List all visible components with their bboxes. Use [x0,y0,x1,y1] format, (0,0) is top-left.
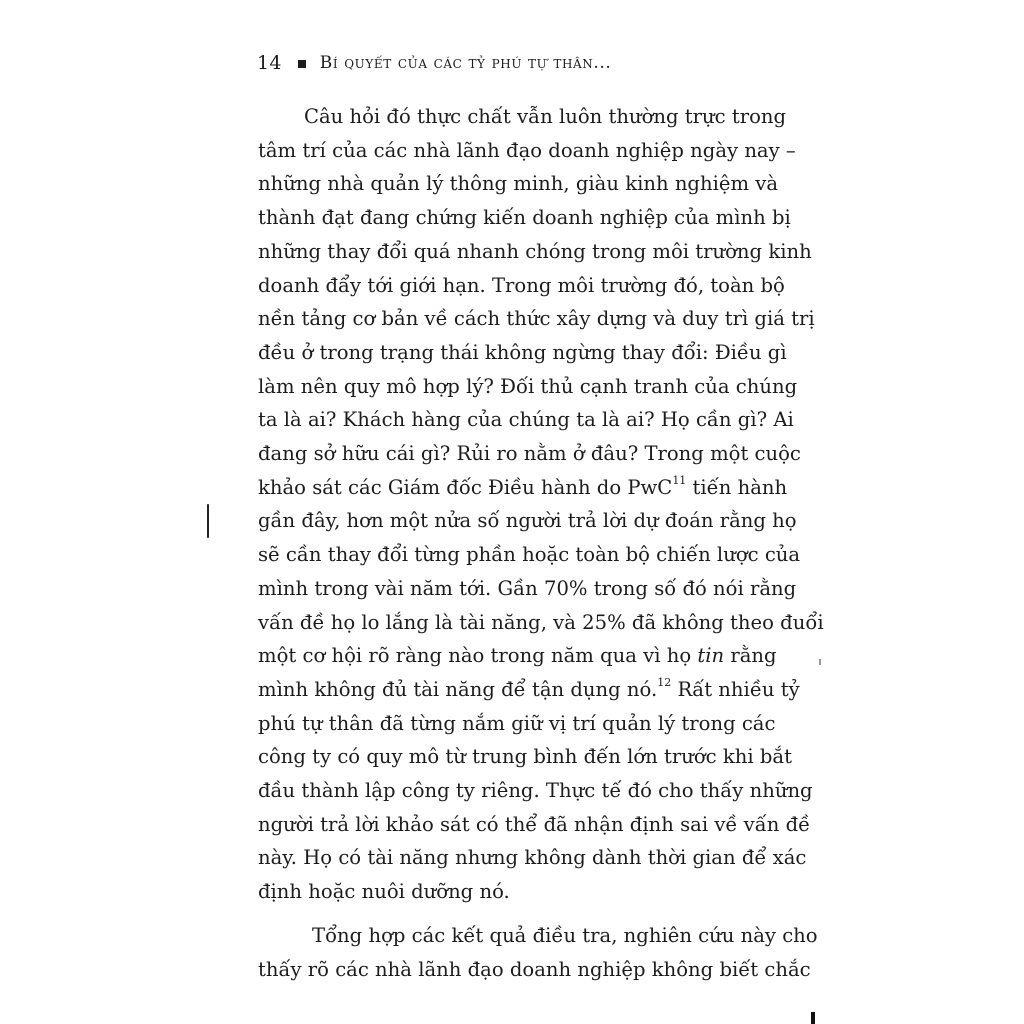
text-line: sẽ cần thay đổi từng phần hoặc toàn bộ chiến lược của [258,543,801,567]
text-segment: rằng [724,644,777,668]
text-line: thành đạt đang chứng kiến doanh nghiệp của mình bị [258,206,791,230]
text-line: gần đây, hơn một nửa số người trả lời dự đoán rằng họ [258,509,797,533]
text-line: đều ở trong trạng thái không ngừng thay đổi: Điều gì [258,340,787,364]
footnote-ref: 12 [657,676,672,690]
text-line: thấy rõ các nhà lãnh đạo doanh nghiệp không biết chắc [258,957,811,981]
text-segment: mình không đủ tài năng để tận dụng nó. [258,677,658,701]
text-segment: Rất nhiều tỷ [671,677,800,701]
scan-speck [819,659,821,665]
corner-mark [811,1012,815,1024]
text-line: nền tảng cơ bản về cách thức xây dựng và duy trì giá trị [258,307,815,331]
text-line: mình trong vài năm tới. Gần 70% trong số đó nói rằng [258,576,797,600]
square-bullet-icon [298,60,306,68]
text-segment: tiến hành [686,475,788,499]
running-header [257,52,611,74]
text-line: Tổng hợp các kết quả điều tra, nghiên cứu này cho [312,923,818,947]
italic-word: tin [697,644,725,668]
text-line: tâm trí của các nhà lãnh đạo doanh nghiệp ngày nay – [258,138,796,162]
paragraph-gap [258,909,756,919]
text-line [258,639,777,673]
text-line: những thay đổi quá nhanh chóng trong môi trường kinh [258,239,812,263]
text-line: vấn đề họ lo lắng là tài năng, và 25% đã không theo đuổi [258,610,824,634]
text-line: làm nên quy mô hợp lý? Đối thủ cạnh tranh của chúng [258,374,798,398]
margin-mark [207,504,209,538]
text-line: phú tự thân đã từng nắm giữ vị trí quản lý trong các [258,711,776,735]
text-line: Câu hỏi đó thực chất vẫn luôn thường trực trong [304,105,787,128]
page-number: 14 [257,52,282,74]
text-line: ta là ai? Khách hàng của chúng ta là ai? Họ cần gì? Ai [258,408,794,432]
text-line: những nhà quản lý thông minh, giàu kinh nghiệm và [258,172,779,196]
text-line: này. Họ có tài năng nhưng không dành thời gian để xác [258,846,807,870]
text-line [258,471,788,505]
text-line: doanh đẩy tới giới hạn. Trong môi trường đó, toàn bộ [258,273,785,297]
text-line: đầu thành lập công ty riêng. Thực tế đó cho thấy những [258,779,813,803]
body-text [258,100,824,986]
footnote-ref: 11 [672,474,687,488]
text-segment: một cơ hội rõ ràng nào trong năm qua vì họ [258,644,698,668]
text-line: định hoặc nuôi dưỡng nó. [258,880,510,904]
text-line [258,673,800,707]
text-line: đang sở hữu cái gì? Rủi ro nằm ở đâu? Trong một cuộc [258,442,801,466]
text-segment: khảo sát các Giám đốc Điều hành do PwC [258,475,673,499]
text-line: công ty có quy mô từ trung bình đến lớn trước khi bắt [258,745,792,769]
book-title: Bí quyết của các tỷ phú tự thân... [319,53,612,73]
text-line: người trả lời khảo sát có thể đã nhận định sai về vấn đề [258,812,811,836]
